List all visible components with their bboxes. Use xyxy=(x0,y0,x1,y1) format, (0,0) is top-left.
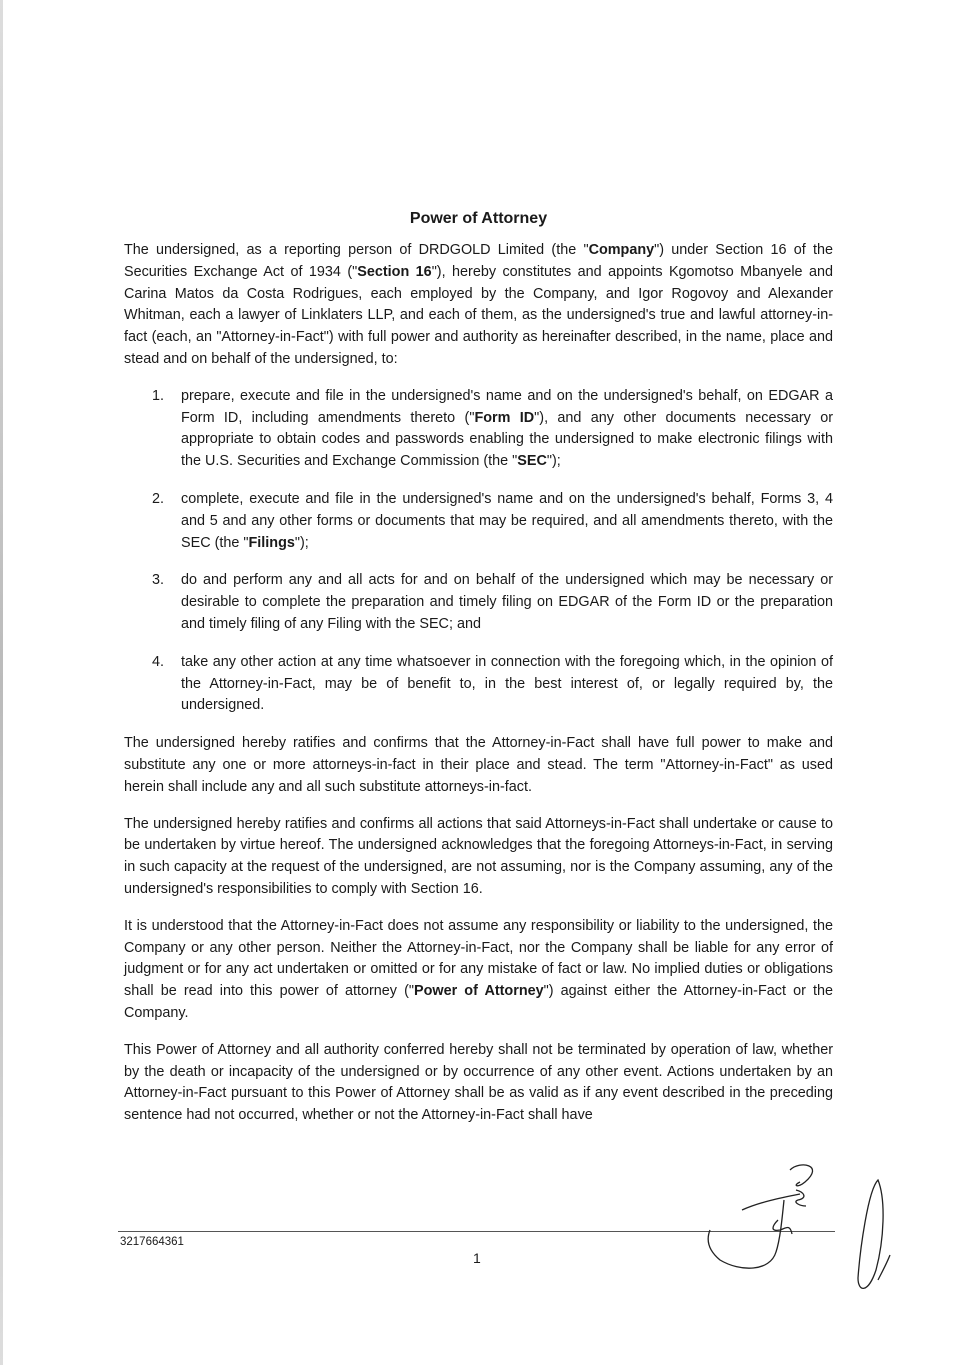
text-run: take any other action at any time whatsoever in connection with the foregoing which, in the opinion of the Attorney-in-Fact, may be of benefit to, in the best interest of, or legally required by, the undersigned. xyxy=(181,653,833,714)
scan-edge xyxy=(0,0,3,1365)
page-number: 1 xyxy=(473,1250,481,1266)
text-run: "), hereby constitutes and appoints Kgomotso Mbanyele and Carina Matos da Costa Rodrigues, each employed by the Company, and Igor Rogovoy and Alexander Whitman, each a lawyer of Linklaters LLP, and each of them, as the undersigned's true and lawful attorney-in-fact (each, an "Attorney-in-Fact") with full power and authority as hereinafter described, in the name, place and stead and on behalf of the undersigned, to: xyxy=(124,263,834,367)
text-run: This Power of Attorney and all authority conferred hereby shall not be terminated by operation of law, whether by the death or incapacity of the undersigned or by occurrence of any other event. Actions undertaken by an Attorney-in-Fact pursuant to this Power of Attorney shall be as valid as if any event described in the preceding sentence had not occurred, whether or not the Attorney-in-Fact shall have xyxy=(124,1041,833,1124)
signature-initials xyxy=(700,1160,910,1300)
list-number: 3. xyxy=(152,572,165,589)
body-paragraph xyxy=(124,1040,833,1127)
list-item xyxy=(124,652,833,717)
text-run: The undersigned, as a reporting person of DRDGOLD Limited (the " xyxy=(124,242,589,258)
defined-term: Power of Attorney xyxy=(414,983,544,1000)
text-run: The undersigned hereby ratifies and confirms all actions that said Attorneys-in-Fact shall undertake or cause to be undertaken by virtue hereof. The undersigned acknowledges that the foregoing Attorneys-in-Fact, in serving in such capacity at the request of the undersigned, are not assuming, nor is the Company assuming, any of the undersigned's responsibilities to comply with Section 16. xyxy=(124,815,833,897)
powers-list xyxy=(124,386,833,717)
text-run: The undersigned hereby ratifies and confirms that the Attorney-in-Fact shall have full power to make and substitute any one or more attorneys-in-fact in their place and stead. The term "Attorney-in-Fact" as used herein shall include any and all such substitute attorneys-in-fact. xyxy=(124,735,833,795)
document-title: Power of Attorney xyxy=(409,210,548,227)
text-run: ") against either the Attorney-in-Fact or the Company. xyxy=(124,983,833,1021)
defined-term: Form ID xyxy=(474,409,535,426)
defined-term: Company xyxy=(588,242,655,258)
document-page xyxy=(124,208,833,1142)
text-run: "); xyxy=(546,453,561,470)
text-run: prepare, execute and file in the undersigned's name and on the undersigned's behalf, on EDGAR a Form ID, including amendments thereto (" xyxy=(181,387,833,426)
text-run: It is understood that the Attorney-in-Fact does not assume any responsibility or liability to the undersigned, the Company or any other person. Neither the Attorney-in-Fact, nor the Company shall be liable for any error of judgment or for any act undertaken or omitted or for any mistake of fact or law. No implied duties or obligations shall be read into this power of attorney (" xyxy=(124,917,833,1000)
document-number: 3217664361 xyxy=(120,1236,184,1248)
defined-term: SEC xyxy=(517,453,547,470)
intro-paragraph xyxy=(124,240,833,371)
text-run: ") under Section 16 of the Securities Exchange Act of 1934 (" xyxy=(124,242,834,280)
list-item xyxy=(124,386,833,473)
text-run: complete, execute and file in the undersigned's name and on the undersigned's behalf, Forms 3, 4 and 5 and any other forms or documents that may be required, and all amendments thereto, with the SEC (the " xyxy=(181,490,833,551)
list-number: 4. xyxy=(152,653,165,670)
text-run: "); xyxy=(294,534,309,551)
body-paragraph xyxy=(124,733,833,798)
text-run: "), and any other documents necessary or appropriate to obtain codes and passwords enabling the undersigned to make electronic filings with the U.S. Securities and Exchange Commission (the " xyxy=(181,409,833,470)
body-paragraph xyxy=(124,916,833,1025)
list-item xyxy=(124,489,833,554)
list-item xyxy=(124,570,833,635)
list-number: 2. xyxy=(152,490,165,507)
defined-term: Section 16 xyxy=(357,263,432,280)
body-paragraph xyxy=(124,814,833,901)
list-number: 1. xyxy=(152,387,165,404)
defined-term: Filings xyxy=(248,534,295,551)
text-run: do and perform any and all acts for and on behalf of the undersigned which may be necessary or desirable to complete the preparation and timely filing on EDGAR of the Form ID or the preparation and timely filing of any Filing with the SEC; and xyxy=(181,572,833,632)
body-paragraphs xyxy=(124,733,833,1127)
